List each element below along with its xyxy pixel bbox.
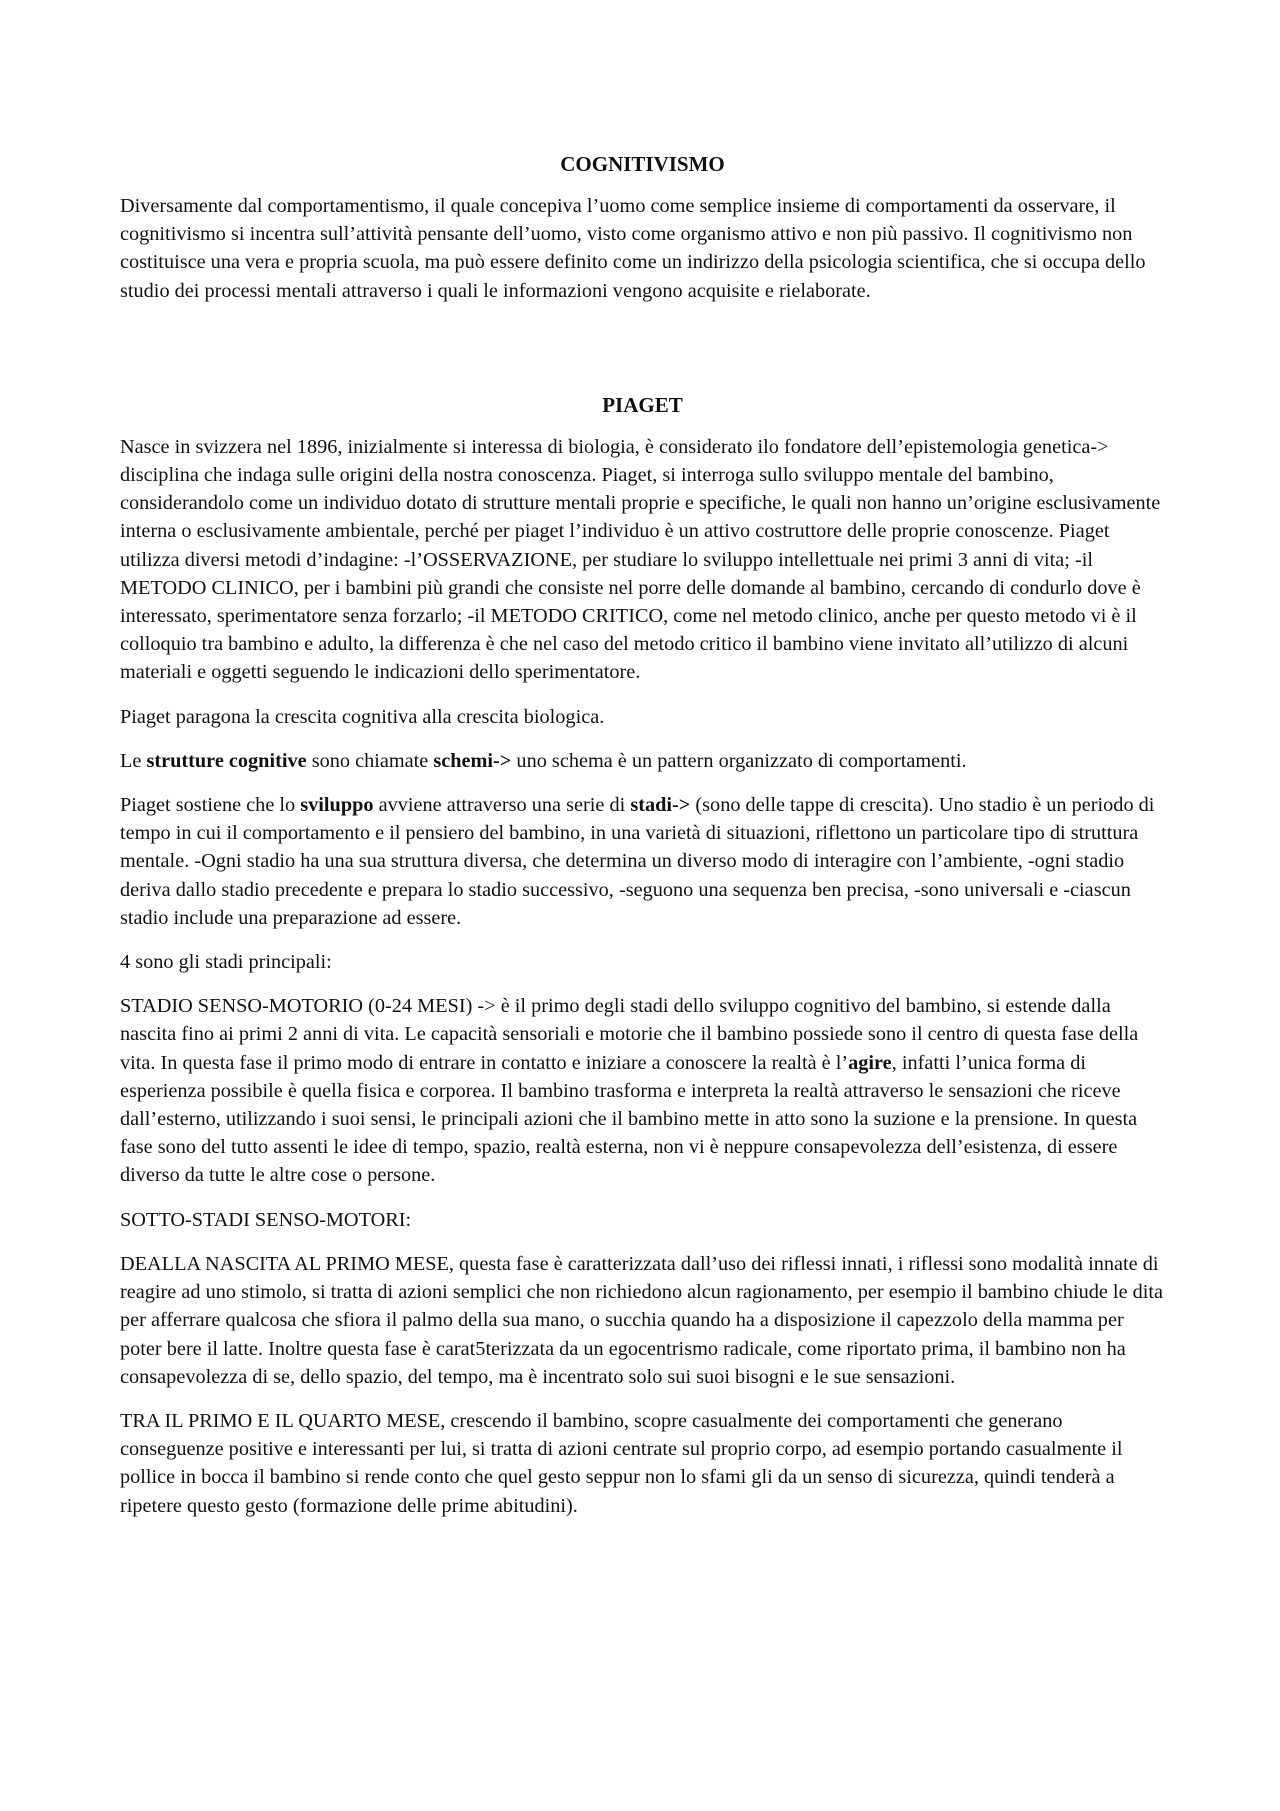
paragraph-stadi-principali: 4 sono gli stadi principali: <box>120 951 332 974</box>
text-run: , infatti l’unica forma di esperienza possibile è quella fisica e corporea. Il bambino trasforma e interpreta la realtà attraverso le sensazioni che riceve dall’esterno, utilizzando i suoi sensi, le principali azioni che il bambino mette in atto sono la suzione e la prensione. In questa fase sono del tutto assenti le idee di tempo, spazio, realtà esterna, non vi è neppure consapevolezza dell’esistenza, di essere diverso da tutte le altre cose o persone. <box>120 1051 1138 1187</box>
text-run: Piaget sostiene che lo <box>120 794 301 817</box>
bold-stadi: stadi-> <box>630 794 691 817</box>
paragraph-quarto-mese: TRA IL PRIMO E IL QUARTO MESE, crescendo il bambino, scopre casualmente dei comportamenti che generano conseguenze positive e interessanti per lui, si tratta di azioni centrate sul proprio corpo, ad esempio portando casualmente il pollice in bocca il bambino si rende conto che quel gesto seppur non lo sfami gli da un senso di sicurezza, quindi tenderà a ripetere questo gesto (formazione delle prime abitudini). <box>120 1409 1123 1517</box>
text-run: uno schema è un pattern organizzato di comportamenti. <box>511 749 967 772</box>
bold-sviluppo: sviluppo <box>300 794 374 817</box>
text-run: STADIO SENSO-MOTORIO (0-24 MESI) -> è il primo degli stadi dello sviluppo cognitivo del bambino, si estende dalla nascita fino ai primi 2 anni di vita. Le capacità sensoriali e motorie che il bambino possiede sono il centro di questa fase della vita. In questa fase il primo modo di entrare in contatto e iniziare a conoscere la realtà è l’ <box>120 995 1139 1074</box>
text-run: sono chiamate <box>306 749 434 772</box>
text-run: Le <box>120 749 147 772</box>
paragraph-crescita: Piaget paragona la crescita cognitiva alla crescita biologica. <box>120 705 605 728</box>
paragraph-piaget-bio: Nasce in svizzera nel 1896, inizialmente si interessa di biologia, è considerato ilo fondatore dell’epistemologia genetica-> disciplina che indaga sulle origini della nostra conoscenza. Piaget, si interroga sullo sviluppo mentale del bambino, considerandolo come un individuo dotato di strutture mentali proprie e specifiche, le quali non hanno un’origine esclusivamente interna o esclusivamente ambientale, perché per piaget l’individuo è un attivo costruttore delle proprie conoscenze. Piaget utilizza diversi metodi d’indagine: -l’OSSERVAZIONE, per studiare lo sviluppo intellettuale nei primi 3 anni di vita; -il METODO CLINICO, per i bambini più grandi che consiste nel porre delle domande al bambino, cercando di condurlo dove è interessato, sperimentatore senza forzarlo; -il METODO CRITICO, come nel metodo clinico, anche per questo metodo vi è il colloquio tra bambino e adulto, la differenza è che nel caso del metodo critico il bambino viene invitato all’utilizzo di alcuni materiali e oggetti seguendo le indicazioni dello sperimentatore. <box>120 435 1161 684</box>
bold-strutture-cognitive: strutture cognitive <box>146 749 307 772</box>
paragraph-cognitivismo-intro: Diversamente dal comportamentismo, il quale concepiva l’uomo come semplice insieme di comportamenti da osservare, il cognitivismo si incentra sull’attività pensante dell’uomo, visto come organismo attivo e non più passivo. Il cognitivismo non costituisce una vera e propria scuola, ma può essere definito come un indirizzo della psicologia scientifica, che si occupa dello studio dei processi mentali attraverso i quali le informazioni vengono acquisite e rielaborate. <box>120 195 1146 302</box>
paragraph-sotto-stadi: SOTTO-STADI SENSO-MOTORI: <box>120 1208 412 1231</box>
text-run: avviene attraverso una serie di <box>373 794 631 817</box>
paragraph-stadi <box>120 791 1165 932</box>
bold-schemi: schemi-> <box>433 749 512 772</box>
section-gap <box>120 321 1165 391</box>
document-page <box>120 150 1165 1536</box>
bold-agire: agire <box>848 1051 892 1074</box>
paragraph-primo-mese: DEALLA NASCITA AL PRIMO MESE, questa fase è caratterizzata dall’uso dei riflessi innati, i riflessi sono modalità innate di reagire ad uno stimolo, si tratta di azioni semplici che non richiedono alcun ragionamento, per esempio il bambino chiude le dita per afferrare qualcosa che sfiora il palmo della sua mano, o succhia quando ha a disposizione il capezzolo della mamma per poter bere il latte. Inoltre questa fase è carat5terizzata da un egocentrismo radicale, come riportato prima, il bambino non ha consapevolezza di se, dello spazio, del tempo, ma è incentrato solo sui suoi bisogni e le sue sensazioni. <box>120 1252 1164 1388</box>
paragraph-strutture <box>120 747 1165 775</box>
paragraph-senso-motorio <box>120 992 1165 1189</box>
heading-cognitivismo: COGNITIVISMO <box>560 152 725 176</box>
heading-piaget: PIAGET <box>602 392 683 417</box>
text-run: (sono delle tappe di crescita). Uno stadio è un periodo di tempo in cui il comportamento e il pensiero del bambino, in una varietà di situazioni, riflettono un particolare tipo di struttura mentale. -Ogni stadio ha una sua struttura diversa, che determina un diverso modo di interagire con l’ambiente, -ogni stadio deriva dallo stadio precedente e prepara lo stadio successivo, -seguono una sequenza ben precisa, -sono universali e -ciascun stadio include una preparazione ad essere. <box>120 794 1155 929</box>
